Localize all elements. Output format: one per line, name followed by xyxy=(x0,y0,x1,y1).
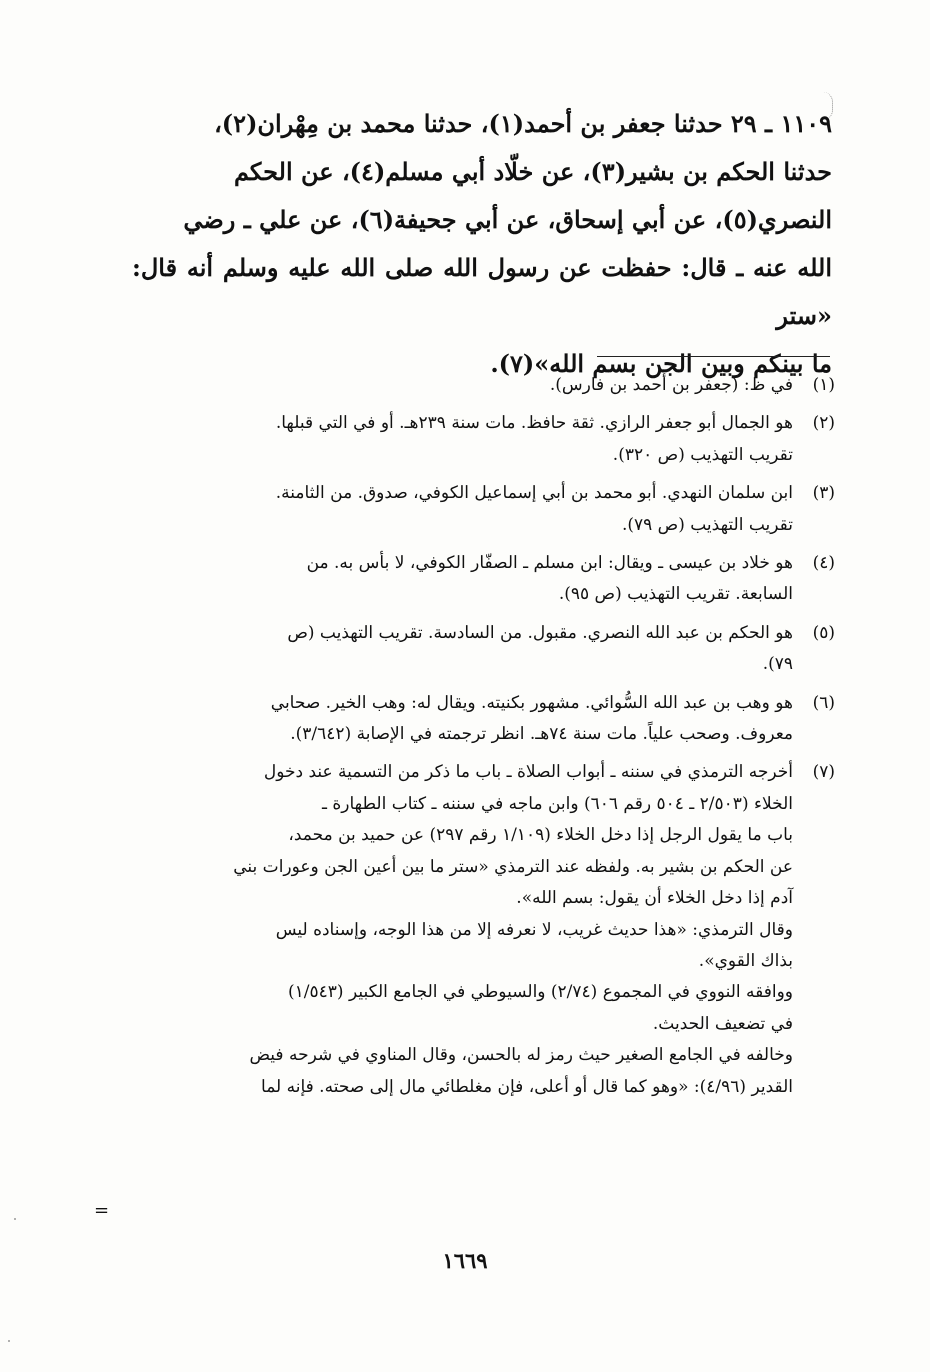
footnote-body xyxy=(132,370,793,401)
footnote-7 xyxy=(132,757,835,1102)
footnote-line: ابن سلمان النهدي. أبو محمد بن أبي إسماعيل الكوفي، صدوق. من الثامنة. xyxy=(275,483,793,504)
continuation-mark: = xyxy=(94,1200,110,1221)
hadith-line: ١١٠٩ ـ ٢٩ حدثنا جعفر بن أحمد(١)، حدثنا محمد بن مِهْران(٢)، xyxy=(214,109,832,138)
footnote-body xyxy=(132,757,793,1102)
footnote-line: آدم إذا دخل الخلاء أن يقول: بسم الله». xyxy=(516,888,793,909)
footnote-line: الخلاء (٢/٥٠٣ ـ ٥٠٤ رقم ٦٠٦) وابن ماجه في سننه ـ كتاب الطهارة ـ xyxy=(321,793,793,814)
footnote-1 xyxy=(132,370,835,401)
footnote-line: أخرجه الترمذي في سننه ـ أبواب الصلاة ـ باب ما ذكر من التسمية عند دخول xyxy=(263,762,793,783)
footnote-number: (٦) xyxy=(812,692,835,713)
footnote-number: (٥) xyxy=(812,622,835,643)
footnote-number: (٣) xyxy=(812,483,835,504)
page-number: ١٦٦٩ xyxy=(442,1248,488,1273)
footnote-line: باب ما يقول الرجل إذا دخل الخلاء (١/١٠٩ رقم ٢٩٧) عن حميد بن محمد، xyxy=(288,825,793,846)
footnote-line: تقريب التهذيب (ص ٧٩). xyxy=(621,514,793,535)
footnote-line: القدير (٤/٩٦): «وهو كما قال أو أعلى، فإن مغلطائي مال إلى صحته. فإنه لما xyxy=(261,1076,793,1097)
footnote-3 xyxy=(132,478,835,541)
footnote-line: هو خلاد بن عيسى ـ ويقال: ابن مسلم ـ الصفّار الكوفي، لا بأس به. من xyxy=(306,553,793,574)
footnote-number: (٧) xyxy=(812,762,835,783)
hadith-text xyxy=(132,100,832,388)
footnote-line: هو وهب بن عبد الله السُّوائي. مشهور بكنيته. ويقال له: وهب الخير. صحابي xyxy=(270,692,793,713)
footnote-line: بذاك القوي». xyxy=(698,950,793,971)
footnote-2 xyxy=(132,408,835,471)
footnote-line: في ظ: (جعفر بن أحمد بن فارس). xyxy=(549,375,793,395)
footnote-line: تقريب التهذيب (ص ٣٢٠). xyxy=(612,444,793,465)
footnote-line: وخالفه في الجامع الصغير حيث رمز له بالحسن، وقال المناوي في شرحه فيض xyxy=(249,1045,793,1066)
scan-speck xyxy=(14,1218,16,1220)
footnote-number: (١) xyxy=(812,375,835,395)
footnote-body xyxy=(132,408,793,471)
hadith-line: الله عنه ـ قال: حفظت عن رسول الله صلى الله عليه وسلم أنه قال: «ستر xyxy=(132,253,832,330)
footnote-separator xyxy=(597,356,830,357)
footnote-line: هو الجمال أبو جعفر الرازي. ثقة حافظ. مات سنة ٢٣٩هـ. أو في التي قبلها. xyxy=(275,413,793,434)
footnote-body xyxy=(132,478,793,541)
footnote-6 xyxy=(132,688,835,751)
hadith-line: حدثنا الحكم بن بشير(٣)، عن خلّاد أبي مسلم(٤)، عن الحكم xyxy=(233,157,832,186)
scan-speck xyxy=(8,1340,10,1342)
footnote-4 xyxy=(132,548,835,611)
hadith-line: ما بينكم وبين الجن بسم الله»(٧). xyxy=(490,349,832,378)
footnotes xyxy=(132,370,835,1110)
footnote-line: عن الحكم بن بشير به. ولفظه عند الترمذي «ستر ما بين أعين الجن وعورات بني xyxy=(233,856,793,877)
footnote-line: هو الحكم بن عبد الله النصري. مقبول. من السادسة. تقريب التهذيب (ص xyxy=(287,622,793,643)
footnote-body xyxy=(132,688,793,751)
footnote-line: السابعة. تقريب التهذيب (ص ٩٥). xyxy=(558,584,793,605)
footnote-number: (٤) xyxy=(812,553,835,574)
footnote-line: في تضعيف الحديث. xyxy=(652,1013,793,1034)
footnote-line: ٧٩). xyxy=(762,654,793,675)
footnote-body xyxy=(132,548,793,611)
hadith-line: النصري(٥)، عن أبي إسحاق، عن أبي جحيفة(٦)، عن علي ـ رضي xyxy=(183,205,832,234)
footnote-number: (٢) xyxy=(812,413,835,434)
footnote-line: معروف. وصحب علياً. مات سنة ٧٤هـ. انظر ترجمته في الإصابة (٣/٦٤٢). xyxy=(290,724,793,745)
footnote-line: ووافقه النووي في المجموع (٢/٧٤) والسيوطي في الجامع الكبير (١/٥٤٣) xyxy=(288,982,793,1003)
footnote-body xyxy=(132,618,793,681)
footnote-5 xyxy=(132,618,835,681)
footnote-line: وقال الترمذي: «هذا حديث غريب، لا نعرفه إلا من هذا الوجه، وإسناده ليس xyxy=(275,919,793,940)
